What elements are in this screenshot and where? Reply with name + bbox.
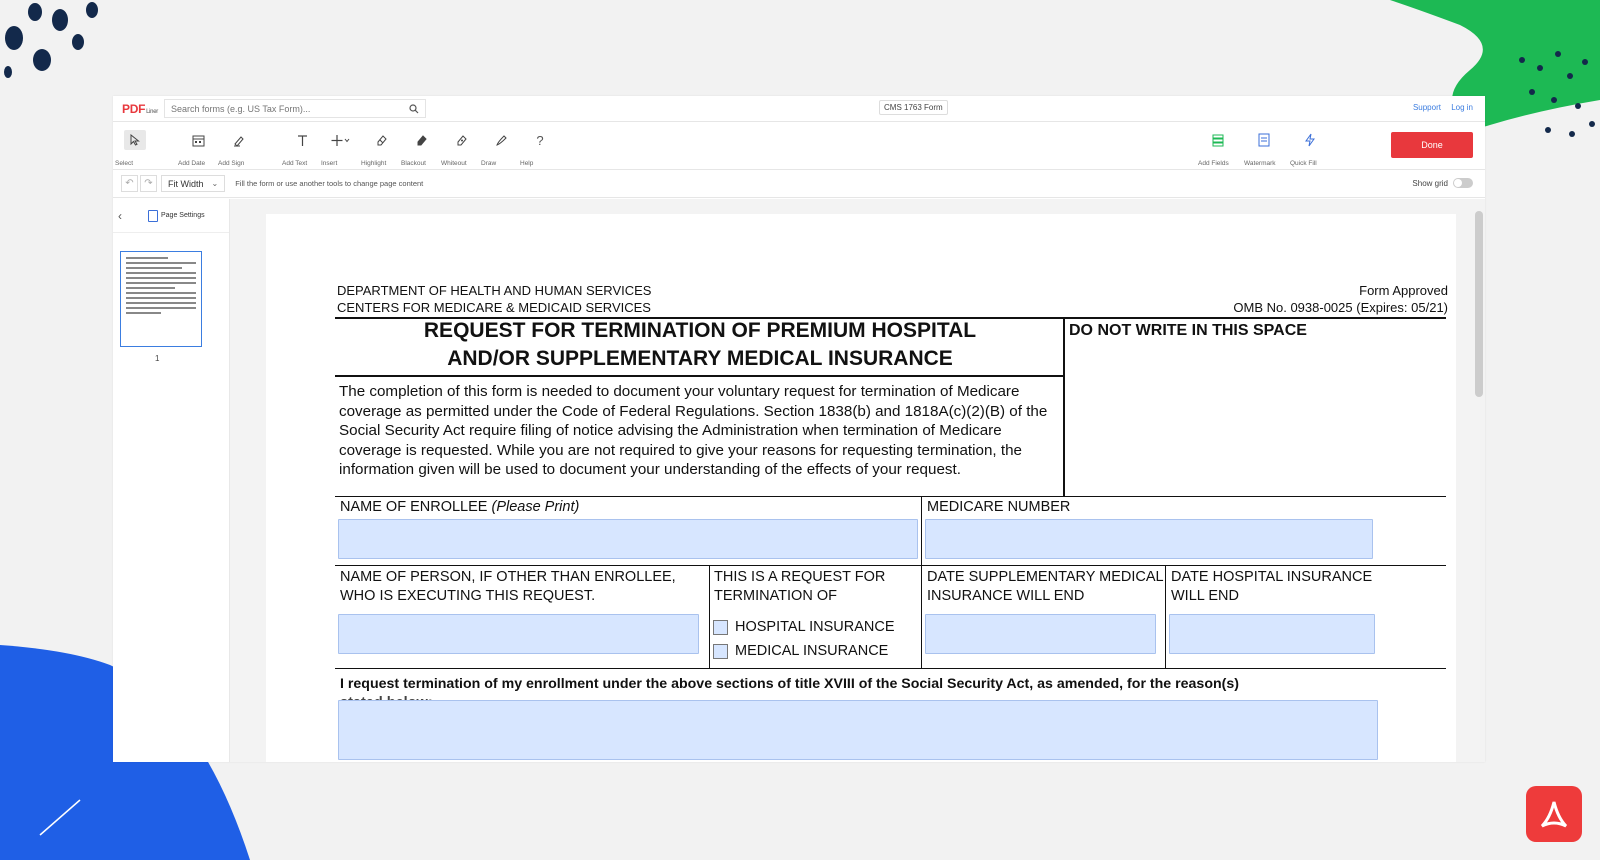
blackout-icon: [410, 130, 432, 150]
reason-field[interactable]: [338, 700, 1378, 760]
tool-label: Select: [115, 160, 134, 167]
page-number: 1: [155, 354, 160, 363]
hi-end-date-label: DATE HOSPITAL INSURANCE WILL END: [1171, 569, 1373, 604]
centers-name: CENTERS FOR MEDICARE & MEDICAID SERVICES: [337, 300, 651, 315]
help-icon: ?: [536, 132, 544, 148]
highlight-icon: [370, 130, 392, 150]
page-settings-button[interactable]: [148, 210, 205, 222]
tool-label: Add Date: [178, 160, 206, 167]
omb-number: OMB No. 0938-0025 (Expires: 05/21): [1233, 300, 1448, 315]
tool-quick-fill[interactable]: [1290, 130, 1330, 167]
enrollee-name-label: NAME OF ENROLLEE (Please Print): [340, 499, 580, 515]
done-button[interactable]: Done: [1391, 132, 1473, 158]
login-link[interactable]: Log in: [1451, 103, 1473, 112]
search-input[interactable]: [171, 104, 409, 114]
undo-icon: ↶: [125, 178, 134, 189]
tool-label: Add Sign: [218, 160, 245, 167]
enrollee-name-field[interactable]: [338, 519, 918, 559]
tool-draw[interactable]: [481, 130, 521, 167]
tool-label: Help: [520, 160, 534, 167]
redo-icon: ↷: [144, 178, 153, 189]
logo[interactable]: PDFLiner: [122, 101, 158, 116]
search-box: [164, 99, 426, 118]
page-sidebar: [113, 199, 230, 762]
pdf-page: [266, 214, 1456, 762]
fields-icon: [1207, 130, 1229, 150]
form-title: [337, 317, 1063, 373]
form-approved: Form Approved: [1359, 283, 1448, 298]
tool-label: Add Text: [282, 160, 308, 167]
zoom-value: Fit Width: [168, 178, 204, 189]
text-icon: [291, 130, 313, 150]
zoom-select[interactable]: [161, 175, 225, 192]
sub-toolbar: [113, 170, 1485, 198]
show-grid-toggle[interactable]: [1453, 178, 1473, 188]
decorative-dots-right: [1510, 40, 1600, 150]
tool-label: Blackout: [401, 160, 426, 167]
pdf-brand-icon: [1526, 786, 1582, 842]
tool-insert[interactable]: [321, 130, 361, 167]
redo-button[interactable]: [140, 175, 157, 192]
tool-label: Draw: [481, 160, 497, 167]
tool-select[interactable]: [115, 130, 155, 167]
cursor-icon: [124, 130, 146, 150]
tool-label: Watermark: [1244, 160, 1276, 167]
tool-watermark[interactable]: [1244, 130, 1284, 167]
tool-help[interactable]: [520, 130, 560, 167]
chevron-down-icon: ⌄: [211, 179, 219, 188]
tool-add-fields[interactable]: [1198, 130, 1238, 167]
tool-add-date[interactable]: [178, 130, 218, 167]
form-title-line-2: AND/OR SUPPLEMENTARY MEDICAL INSURANCE: [447, 347, 953, 370]
do-not-write-label: DO NOT WRITE IN THIS SPACE: [1069, 322, 1307, 339]
form-title-line-1: REQUEST FOR TERMINATION OF PREMIUM HOSPITAL: [423, 319, 977, 342]
smi-end-date-label: DATE SUPPLEMENTARY MEDICAL INSURANCE WILL END: [927, 569, 1164, 604]
page-settings-label: Page Settings: [161, 212, 205, 219]
tool-label: Add Fields: [1198, 160, 1229, 167]
show-grid-label: Show grid: [1412, 178, 1448, 188]
page-thumbnail[interactable]: [120, 251, 202, 347]
hi-end-date-field[interactable]: [1169, 614, 1375, 654]
medicare-number-label: MEDICARE NUMBER: [927, 499, 1071, 515]
tool-label: Whiteout: [441, 160, 467, 167]
undo-button[interactable]: [121, 175, 138, 192]
search-icon[interactable]: [409, 104, 419, 114]
app-window: [113, 96, 1485, 762]
form-header-left: [337, 282, 651, 316]
tool-label: Quick Fill: [1290, 160, 1317, 167]
calendar-icon: [187, 130, 209, 150]
main-scrollbar[interactable]: [1473, 199, 1485, 762]
executor-name-field[interactable]: [338, 614, 699, 654]
tool-highlight[interactable]: [361, 130, 401, 167]
draw-icon: [490, 130, 512, 150]
request-statement: I request termination of my enrollment under the above sections of title XVIII of the Social Security Act, as amended, for the reason(s): [340, 676, 1239, 692]
toolbar: [113, 122, 1485, 170]
workspace: [113, 199, 1485, 762]
sidebar-scrollbar[interactable]: [221, 233, 229, 762]
hint-text: Fill the form or use another tools to change page content: [235, 179, 424, 188]
department-name: DEPARTMENT OF HEALTH AND HUMAN SERVICES: [337, 283, 652, 298]
medicare-number-field[interactable]: [925, 519, 1373, 559]
page-settings-icon: [148, 210, 158, 222]
hospital-insurance-label: HOSPITAL INSURANCE: [735, 619, 895, 635]
tool-whiteout[interactable]: [441, 130, 481, 167]
pen-icon: [227, 130, 249, 150]
scrollbar-thumb[interactable]: [1475, 211, 1483, 397]
executor-name-label: NAME OF PERSON, IF OTHER THAN ENROLLEE, WHO IS EXECUTING THIS REQUEST.: [340, 569, 676, 604]
tool-add-sign[interactable]: [218, 130, 258, 167]
intro-paragraph: The completion of this form is needed to document your voluntary request for termination of Medicare coverage as permitted under the Code of Federal Regulations. Section 1838(b) and 1818A(c)(2)(B) of the Social Security Act require filing of notice advising the Administration when termination of Medicare coverage is requested. While you are not required to give your reasons for requesting termination, the information given will be used to document your understanding of the effects of your request.: [339, 383, 1048, 478]
show-grid: [1412, 178, 1473, 188]
tool-label: Highlight: [361, 160, 387, 167]
watermark-icon: [1253, 130, 1275, 150]
termination-type-label: THIS IS A REQUEST FOR TERMINATION OF: [714, 569, 886, 604]
plus-icon: [330, 130, 352, 150]
form-header-right: [1233, 282, 1448, 316]
chevron-left-icon[interactable]: ‹: [118, 208, 122, 223]
decorative-dots-left: [0, 0, 110, 90]
tool-label: Insert: [321, 160, 338, 167]
top-bar: [113, 96, 1485, 122]
tool-blackout[interactable]: [401, 130, 441, 167]
hospital-insurance-checkbox[interactable]: [713, 620, 728, 635]
whiteout-icon: [450, 130, 472, 150]
bolt-icon: [1299, 130, 1321, 150]
smi-end-date-field[interactable]: [925, 614, 1156, 654]
document-name: CMS 1763 Form: [879, 100, 948, 115]
sidebar-header: [113, 199, 229, 233]
medical-insurance-label: MEDICAL INSURANCE: [735, 643, 889, 659]
support-link[interactable]: Support: [1412, 103, 1441, 112]
tool-add-text[interactable]: [282, 130, 322, 167]
medical-insurance-checkbox[interactable]: [713, 644, 728, 659]
